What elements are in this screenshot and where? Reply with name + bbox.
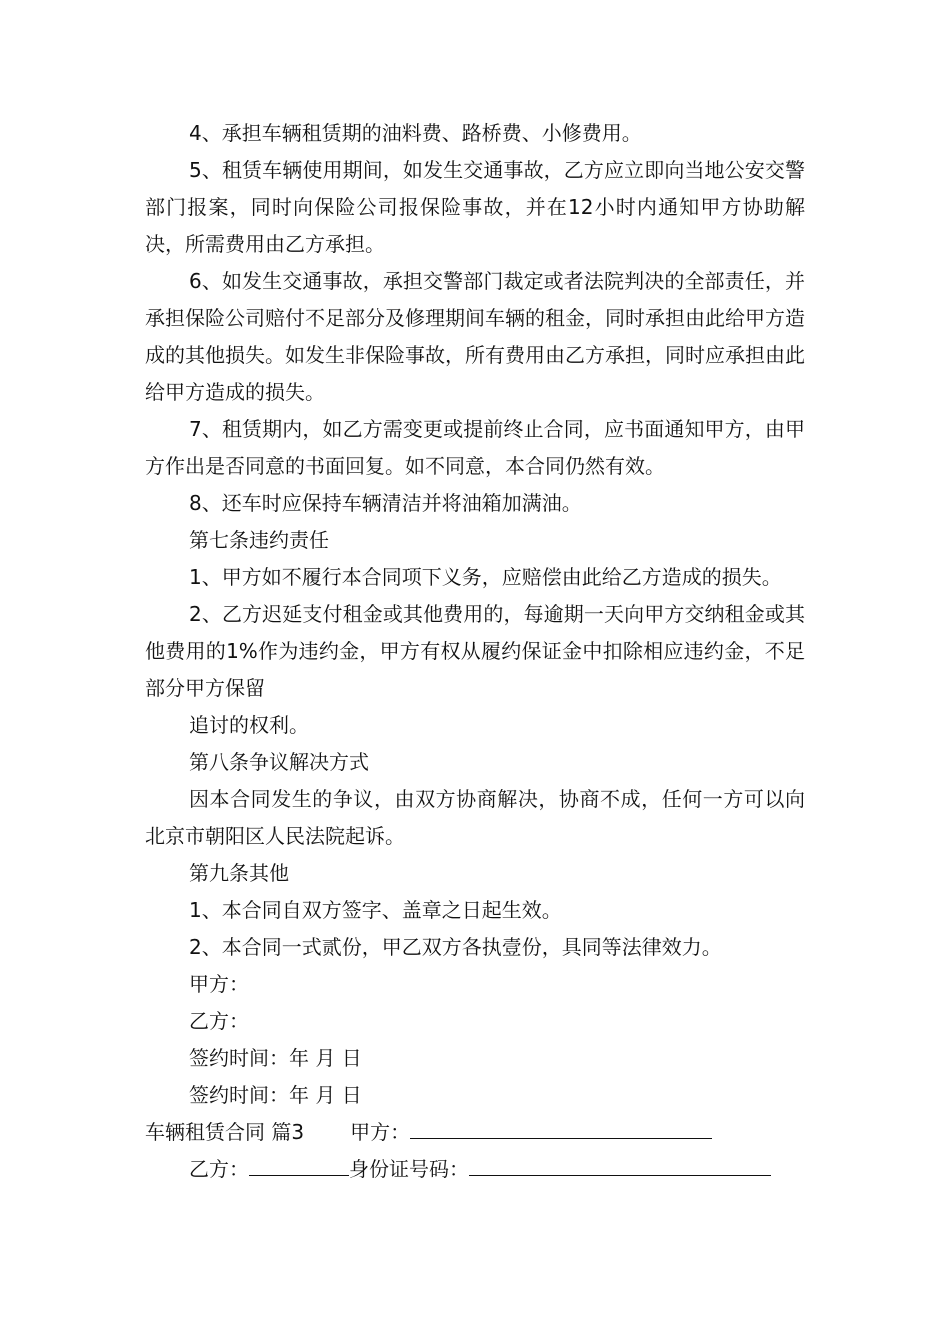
signing-date-2: 签约时间：年 月 日 xyxy=(189,1083,362,1107)
section-3-id-label: 身份证号码： xyxy=(349,1157,469,1181)
section-3-line xyxy=(145,1114,805,1151)
article-9-item-1: 1、本合同自双方签字、盖章之日起生效。 xyxy=(189,898,562,922)
article-7-item-1: 1、甲方如不履行本合同项下义务，应赔偿由此给乙方造成的损失。 xyxy=(189,565,782,589)
document-page xyxy=(145,115,805,1188)
party-a-signature: 甲方： xyxy=(189,972,249,996)
party-b-name-blank[interactable] xyxy=(249,1153,349,1176)
article-7-item-2-continued: 追讨的权利。 xyxy=(189,713,309,737)
party-a-name-blank[interactable] xyxy=(410,1116,712,1139)
section-3-party-b-label: 乙方： xyxy=(189,1157,249,1181)
article-8-body: 因本合同发生的争议，由双方协商解决，协商不成，任何一方可以向北京市朝阳区人民法院起诉。 xyxy=(145,787,805,848)
article-7-item-2: 2、乙方迟延支付租金或其他费用的，每逾期一天向甲方交纳租金或其他费用的1%作为违约金，甲方有权从履约保证金中扣除相应违约金，不足部分甲方保留 xyxy=(145,602,805,700)
section-3-heading: 车辆租赁合同 篇3 xyxy=(145,1120,305,1144)
clause-4-fuel-costs: 4、承担车辆租赁期的油料费、路桥费、小修费用。 xyxy=(189,121,642,145)
article-7-heading: 第七条违约责任 xyxy=(189,528,329,552)
party-b-signature: 乙方： xyxy=(189,1009,249,1033)
clause-6-accident-liability: 6、如发生交通事故，承担交警部门裁定或者法院判决的全部责任，并承担保险公司赔付不足部分及修理期间车辆的租金，同时承担由此给甲方造成的其他损失。如发生非保险事故，所有费用由乙方承担，同时应承担由此给甲方造成的损失。 xyxy=(145,269,805,404)
section-3-party-b-line xyxy=(145,1151,805,1188)
id-number-blank[interactable] xyxy=(469,1153,771,1176)
article-9-heading: 第九条其他 xyxy=(189,861,289,885)
clause-5-accident-report: 5、租赁车辆使用期间，如发生交通事故，乙方应立即向当地公安交警部门报案，同时向保险公司报保险事故，并在12小时内通知甲方协助解决，所需费用由乙方承担。 xyxy=(145,158,805,256)
clause-7-termination: 7、租赁期内，如乙方需变更或提前终止合同，应书面通知甲方，由甲方作出是否同意的书面回复。如不同意，本合同仍然有效。 xyxy=(145,417,805,478)
article-9-item-2: 2、本合同一式贰份，甲乙双方各执壹份，具同等法律效力。 xyxy=(189,935,722,959)
clause-8-return-car: 8、还车时应保持车辆清洁并将油箱加满油。 xyxy=(189,491,582,515)
section-3-party-a-label: 甲方： xyxy=(350,1120,411,1144)
signing-date-1: 签约时间：年 月 日 xyxy=(189,1046,362,1070)
article-8-heading: 第八条争议解决方式 xyxy=(189,750,369,774)
